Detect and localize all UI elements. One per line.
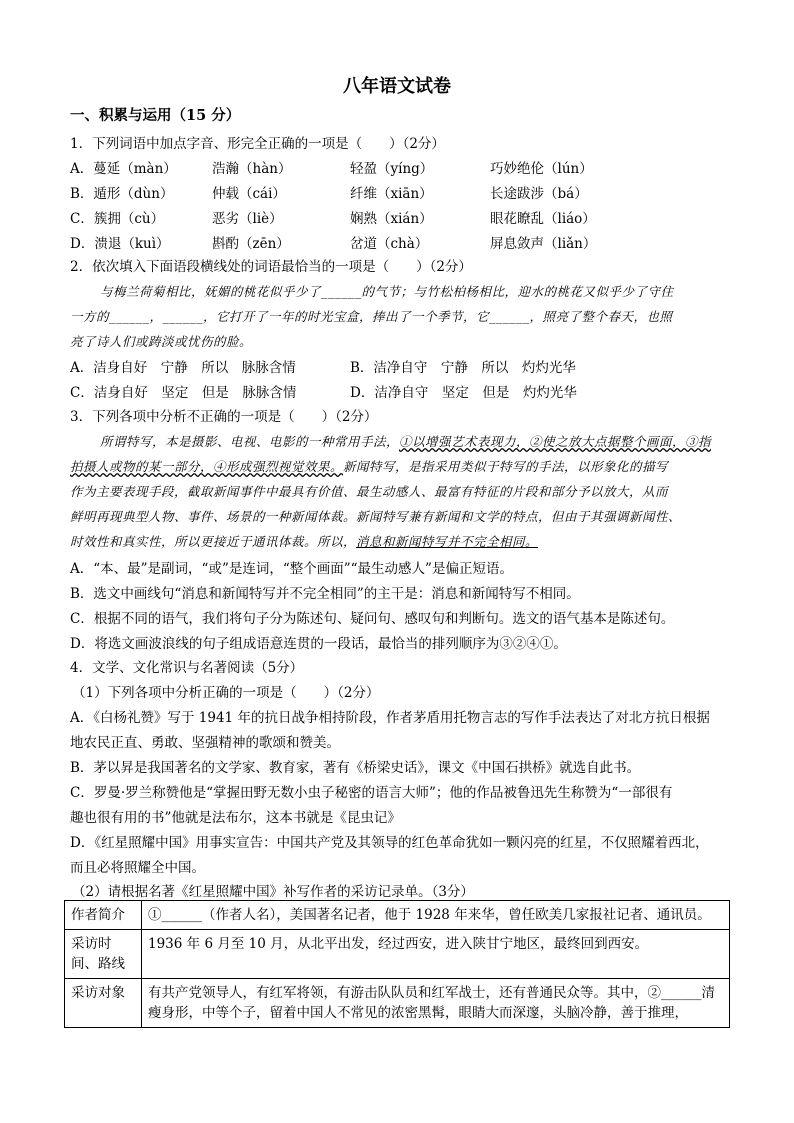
q3-text: 所谓特写，本是摄影、电视、电影的一种常用手法， [100, 434, 400, 449]
q4-option-line: D．《红星照耀中国》用事实宣告：中国共产党及其领导的红色革命犹如一颗闪亮的红星，不仅照耀着西北， [70, 835, 709, 851]
table-row [65, 930, 730, 979]
table-label: 采访时间、路线 [65, 930, 142, 979]
q3-passage-line [70, 457, 750, 475]
q3-passage-line: 鲜明再现典型人物、事件、场景的一种新闻体裁。新闻特写兼有新闻和文学的特点，但由于其强调新闻性、 [70, 509, 682, 524]
table-label: 采访对象 [65, 979, 142, 1028]
table-content: ①______（作者人名），美国著名记者，他于 1928 年来华，曾任欧美几家报社记者、通讯员。 [142, 901, 730, 930]
q4-option-line: B．茅以昇是我国著名的文学家、教育家，著有《桥梁史话》，课文《中国石拱桥》就选自此书。 [70, 760, 641, 776]
q1-option-cell: 眼花瞭乱（liáo） [490, 211, 596, 227]
q1-option-cell: C．簇拥（cù） [70, 211, 165, 227]
q1-option-cell: 浩瀚（hàn） [212, 161, 292, 177]
q3-text: 新闻特写，是指采用类似于特写的手法，以形象化的描写 [343, 459, 669, 474]
q3-text: 时效性和真实性，所以更接近于通讯体裁。所以， [70, 534, 357, 549]
q2-passage-line: 一方的______，______，它打开了一年的时光宝盒，捧出了一个季节，它______，照亮了整个春天，也照 [70, 309, 673, 324]
q1-option-cell: A．蔓延（màn） [70, 161, 177, 177]
q4-option-line: 地农民正直、勇敢、坚强精神的歌颂和赞美。 [70, 735, 340, 751]
q1-option-cell: 仲载（cái） [212, 186, 286, 202]
q1-stem: 1．下列词语中加点字音、形完全正确的一项是（ ）（2分） [70, 136, 445, 152]
q3-wavy-text: 拍摄人或物的某一部分，④形成强烈视觉效果。 [70, 459, 344, 474]
q4-option-line: 而且必将照耀全中国。 [70, 860, 205, 876]
q2-stem: 2．依次填入下面语段横线处的词语最恰当的一项是（ ）（2分） [70, 259, 472, 275]
q4-stem: 4．文学、文化常识与名著阅读（5分） [70, 660, 304, 676]
q1-option-cell: 岔道（chà） [350, 236, 429, 252]
q1-option-cell: 轻盈（yíng） [350, 161, 434, 177]
table-content: 有共产党领导人，有红军将领，有游击队队员和红军战士，还有普通民众等。其中，②______清瘦身形，中等个子，留着中国人不常见的浓密黑髯，眼睛大而深邃，头脑冷静，善于推理， [142, 979, 730, 1028]
q3-passage-line: 作为主要表现手段，截取新闻事件中最具有价值、最生动感人、最富有特征的片段和部分予以放大，从而 [70, 484, 669, 499]
q3-underlined-text: 消息和新闻特写并不完全相同。 [356, 534, 539, 549]
q1-option-cell: 巧妙绝伦（lún） [490, 161, 593, 177]
q3-option: A．“本、最”是副词，“或”是连词，“整个画面”“最生动感人”是偏正短语。 [70, 561, 513, 577]
q4-option-line: A．《白杨礼赞》写于 1941 年的抗日战争相持阶段，作者茅盾用托物言志的写作手法表达了对北方抗日根据 [70, 710, 710, 726]
q3-passage-line [70, 532, 750, 550]
q3-option: D．将选文画波浪线的句子组成语意连贯的一段话，最恰当的排列顺序为③②④①。 [70, 636, 567, 652]
table-row [65, 901, 730, 930]
q1-option-cell: 娴熟（xián） [350, 211, 433, 227]
q2-passage-line: 亮了诗人们或踌淡或忧伤的脸。 [70, 334, 253, 349]
q4-option-line: 趣也很有用的书”他就是法布尔，这本书就是《昆虫记》 [70, 810, 401, 826]
q2-option: A．洁身自好 宁静 所以 脉脉含情 [70, 360, 296, 376]
page-title: 八年语文试卷 [343, 76, 451, 97]
q2-option: D．洁净自守 坚定 但是 灼灼光华 [350, 385, 577, 401]
q1-option-cell: 斟酌（zēn） [212, 236, 290, 252]
table-row [65, 979, 730, 1028]
q3-passage-line [100, 432, 780, 450]
q1-option-cell: 屏息敛声（liǎn） [490, 236, 597, 252]
q4-option-line: C．罗曼·罗兰称赞他是“掌握田野无数小虫子秘密的语言大师”；他的作品被鲁迅先生称赞为“一部很有 [70, 785, 673, 801]
q2-passage-line: 与梅兰荷菊相比，妩媚的桃花似乎少了______的气节；与竹松柏杨相比，迎水的桃花又似乎少了守住 [100, 284, 674, 299]
q2-option: B．洁净自守 宁静 所以 灼灼光华 [350, 360, 576, 376]
q3-option: B．选文中画线句“消息和新闻特写并不完全相同”的主干是：消息和新闻特写不相同。 [70, 586, 580, 602]
q1-option-cell: 恶劣（liè） [212, 211, 283, 227]
q4-sub2: （2）请根据名著《红星照耀中国》补写作者的采访记录单。（3分） [72, 884, 474, 900]
q1-option-cell: 纤维（xiān） [350, 186, 433, 202]
q3-stem: 3．下列各项中分析不正确的一项是（ ）（2分） [70, 409, 378, 425]
q1-option-cell: B．遁形（dùn） [70, 186, 174, 202]
interview-record-table [64, 900, 730, 1028]
q3-wavy-text: ①以增强艺术表现力，②使之放大点据整个画面，③指 [399, 434, 712, 449]
q1-option-cell: D．溃退（kuì） [70, 236, 170, 252]
table-label: 作者简介 [65, 901, 142, 930]
q4-sub1: （1）下列各项中分析正确的一项是（ ）（2分） [72, 685, 380, 701]
q3-option: C．根据不同的语气，我们将句子分为陈述句、疑问句、感叹句和判断句。选文的语气基本是陈述句。 [70, 611, 675, 627]
q1-option-cell: 长途跋涉（bá） [490, 186, 588, 202]
section-heading: 一、积累与运用（15 分） [70, 107, 241, 124]
table-content: 1936 年 6 月至 10 月，从北平出发，经过西安，进入陕甘宁地区，最终回到西安。 [142, 930, 730, 979]
q2-option: C．洁身自好 坚定 但是 脉脉含情 [70, 385, 297, 401]
